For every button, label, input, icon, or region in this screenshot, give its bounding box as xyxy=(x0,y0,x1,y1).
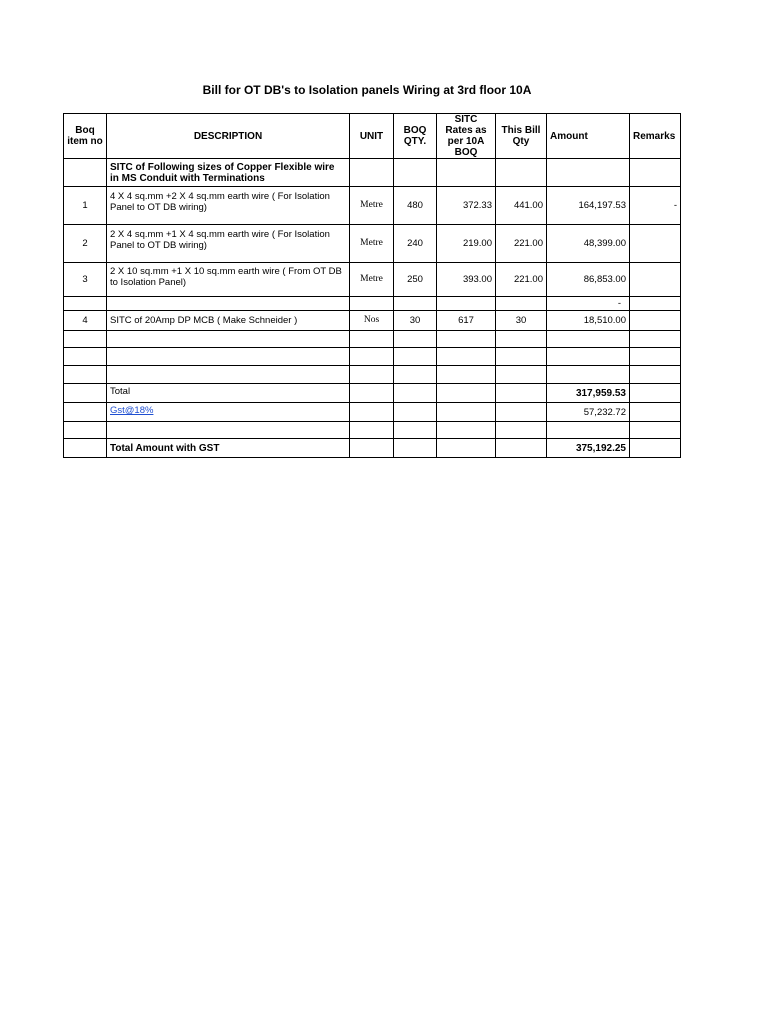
item-description: SITC of 20Amp DP MCB ( Make Schneider ) xyxy=(107,311,350,331)
item-bill-qty: 221.00 xyxy=(496,225,547,263)
item-no: 2 xyxy=(64,225,107,263)
item-unit: Metre xyxy=(350,187,394,225)
item-remarks: - xyxy=(630,187,681,225)
table-row xyxy=(64,297,681,311)
item-unit: Nos xyxy=(350,311,394,331)
item-unit: Metre xyxy=(350,225,394,263)
grand-total-label: Total Amount with GST xyxy=(107,439,350,458)
header-unit: UNIT xyxy=(350,114,394,159)
page-title: Bill for OT DB's to Isolation panels Wiring at 3rd floor 10A xyxy=(202,83,532,97)
grand-total-amount: 375,192.25 xyxy=(547,439,630,458)
item-amount: 164,197.53 xyxy=(547,187,630,225)
item-remarks xyxy=(630,225,681,263)
header-sitc-rates: SITC Rates as per 10A BOQ xyxy=(437,114,496,159)
item-no: 3 xyxy=(64,263,107,297)
item-unit: Metre xyxy=(350,263,394,297)
header-this-bill-qty: This Bill Qty xyxy=(496,114,547,159)
table-row xyxy=(64,187,681,225)
item-bill-qty: 30 xyxy=(496,311,547,331)
item-no: 1 xyxy=(64,187,107,225)
item-rate: 219.00 xyxy=(437,225,496,263)
item-amount: 86,853.00 xyxy=(547,263,630,297)
gst-amount: 57,232.72 xyxy=(547,403,630,422)
table-row xyxy=(64,311,681,331)
item-boq-qty: 480 xyxy=(394,187,437,225)
header-remarks: Remarks xyxy=(630,114,681,159)
total-row xyxy=(64,384,681,403)
table-row xyxy=(64,263,681,297)
item-rate: 372.33 xyxy=(437,187,496,225)
item-rate: 617 xyxy=(437,311,496,331)
table-row xyxy=(64,225,681,263)
header-description: DESCRIPTION xyxy=(107,114,350,159)
dash-amount: - xyxy=(547,297,630,311)
table-row xyxy=(64,331,681,348)
item-bill-qty: 441.00 xyxy=(496,187,547,225)
grand-total-row xyxy=(64,439,681,458)
bill-table xyxy=(63,113,681,458)
header-boq-item-no: Boq item no xyxy=(64,114,107,159)
total-amount: 317,959.53 xyxy=(547,384,630,403)
gst-row xyxy=(64,403,681,422)
section-heading: SITC of Following sizes of Copper Flexible wire in MS Conduit with Terminations xyxy=(107,159,350,187)
table-row xyxy=(64,366,681,384)
item-amount: 18,510.00 xyxy=(547,311,630,331)
section-heading-row xyxy=(64,159,681,187)
item-bill-qty: 221.00 xyxy=(496,263,547,297)
item-rate: 393.00 xyxy=(437,263,496,297)
total-label: Total xyxy=(107,384,350,403)
item-boq-qty: 250 xyxy=(394,263,437,297)
item-description: 4 X 4 sq.mm +2 X 4 sq.mm earth wire ( For Isolation Panel to OT DB wiring) xyxy=(107,187,350,225)
item-amount: 48,399.00 xyxy=(547,225,630,263)
item-description: 2 X 10 sq.mm +1 X 10 sq.mm earth wire ( From OT DB to Isolation Panel) xyxy=(107,263,350,297)
item-description: 2 X 4 sq.mm +1 X 4 sq.mm earth wire ( For Isolation Panel to OT DB wiring) xyxy=(107,225,350,263)
header-row xyxy=(64,114,681,159)
item-no: 4 xyxy=(64,311,107,331)
item-boq-qty: 240 xyxy=(394,225,437,263)
gst-link[interactable]: Gst@18% xyxy=(110,405,154,416)
header-amount: Amount xyxy=(547,114,630,159)
table-row xyxy=(64,422,681,439)
header-boq-qty: BOQ QTY. xyxy=(394,114,437,159)
item-boq-qty: 30 xyxy=(394,311,437,331)
item-remarks xyxy=(630,263,681,297)
table-row xyxy=(64,348,681,366)
